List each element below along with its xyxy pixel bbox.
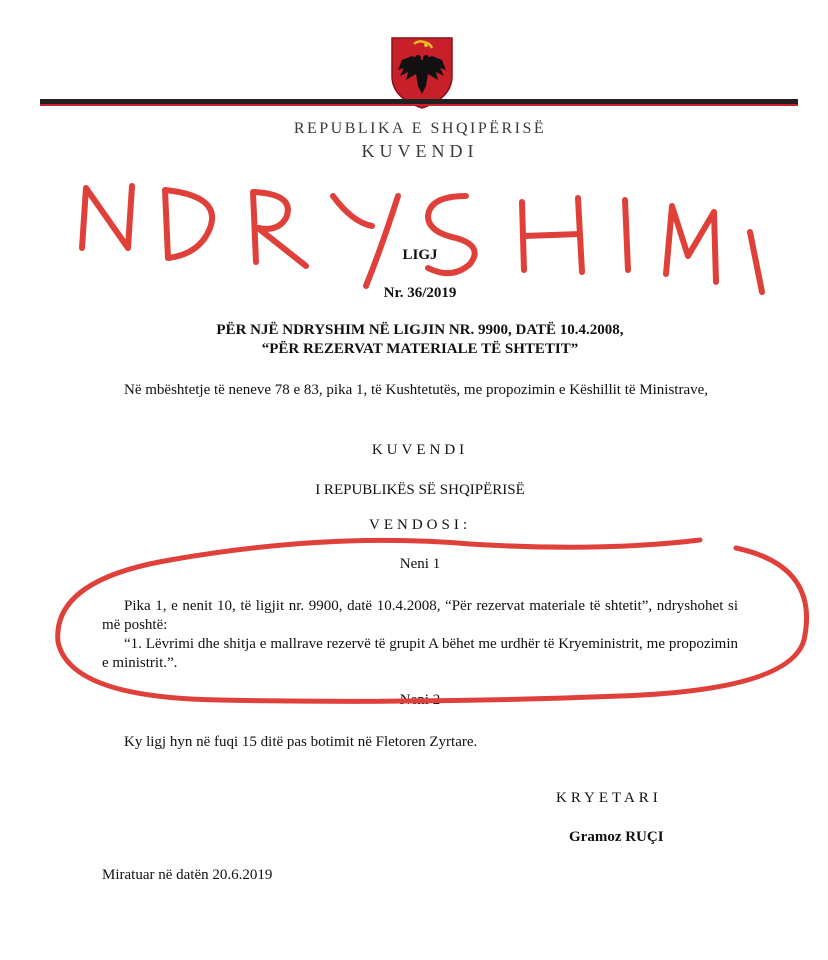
republic-heading: I REPUBLIKËS SË SHQIPËRISË bbox=[315, 482, 525, 498]
article1-heading: Neni 1 bbox=[399, 556, 441, 572]
header-rule-red bbox=[40, 104, 798, 106]
document-number: Nr. 36/2019 bbox=[383, 285, 457, 301]
albanian-eagle-emblem-icon bbox=[388, 30, 456, 110]
header-institution: KUVENDI bbox=[361, 141, 479, 161]
document-title-line2: “PËR REZERVAT MATERIALE TË SHTETIT” bbox=[261, 341, 579, 357]
kuvendi-heading: KUVENDI bbox=[371, 442, 469, 458]
preamble: Në mbështetje të neneve 78 e 83, pika 1, të Kushtetutës, me propozimin e Këshillit të Ministrave, bbox=[124, 382, 709, 398]
article1-intro: Pika 1, e nenit 10, të ligjit nr. 9900, datë 10.4.2008, “Për rezervat materiale të shtetit”, ndryshohet si më poshtë: bbox=[102, 598, 738, 633]
document-type: LIGJ bbox=[402, 247, 438, 263]
handwritten-word bbox=[82, 186, 762, 292]
article1-body bbox=[102, 597, 738, 673]
chair-name: Gramoz RUÇI bbox=[569, 829, 664, 845]
header-republic: REPUBLIKA E SHQIPËRISË bbox=[293, 120, 547, 137]
vendosi-heading: VENDOSI: bbox=[369, 517, 471, 533]
chair-title: KRYETARI bbox=[556, 790, 662, 806]
article1-quote: “1. Lëvrimi dhe shitja e mallrave rezervë të grupit A bëhet me urdhër të Kryeministrit, me propozimin e ministrit.”. bbox=[102, 636, 738, 671]
approval-date: Miratuar në datën 20.6.2019 bbox=[102, 867, 273, 883]
document-title-line1: PËR NJË NDRYSHIM NË LIGJIN NR. 9900, DATË 10.4.2008, bbox=[216, 322, 624, 338]
article2-body: Ky ligj hyn në fuqi 15 ditë pas botimit në Fletoren Zyrtare. bbox=[124, 734, 478, 750]
article2-heading: Neni 2 bbox=[399, 692, 441, 708]
